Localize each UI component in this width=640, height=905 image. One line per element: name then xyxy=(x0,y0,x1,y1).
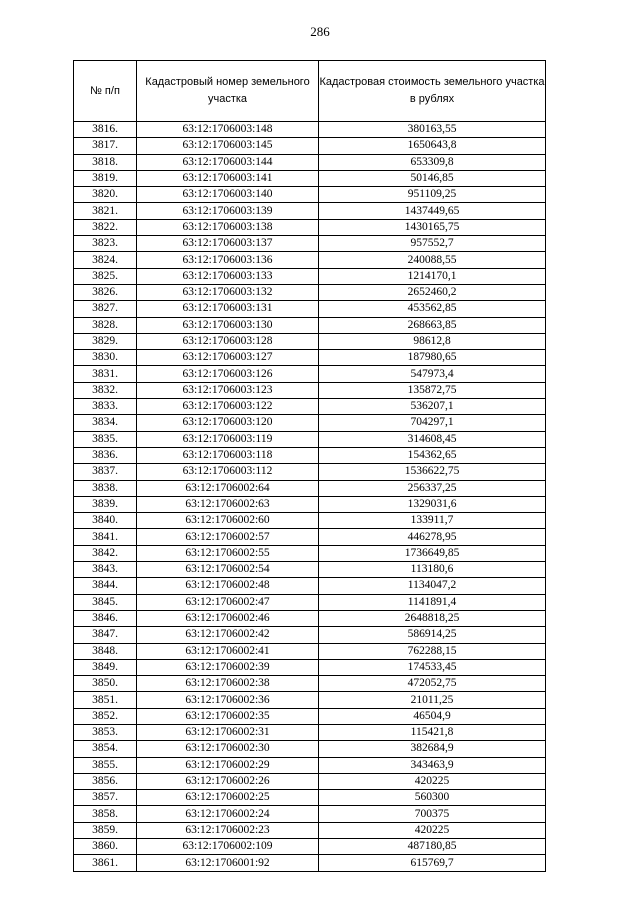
cell-num: 3861. xyxy=(74,855,137,871)
cell-num: 3837. xyxy=(74,464,137,480)
cell-num: 3829. xyxy=(74,333,137,349)
table-row xyxy=(74,773,546,789)
cell-num: 3826. xyxy=(74,284,137,300)
table-row xyxy=(74,138,546,154)
cell-cadastral-number: 63:12:1706003:130 xyxy=(137,317,319,333)
cell-num: 3846. xyxy=(74,610,137,626)
table-row xyxy=(74,757,546,773)
cell-cadastral-value: 135872,75 xyxy=(319,382,546,398)
table-row xyxy=(74,855,546,871)
table-row xyxy=(74,610,546,626)
cell-num: 3817. xyxy=(74,138,137,154)
cell-cadastral-value: 1214170,1 xyxy=(319,268,546,284)
table-header xyxy=(74,61,546,122)
cell-cadastral-value: 951109,25 xyxy=(319,187,546,203)
table-row xyxy=(74,350,546,366)
cell-cadastral-number: 63:12:1706002:42 xyxy=(137,627,319,643)
table-row xyxy=(74,545,546,561)
header-row xyxy=(74,61,546,122)
cell-cadastral-number: 63:12:1706003:126 xyxy=(137,366,319,382)
cell-cadastral-number: 63:12:1706003:136 xyxy=(137,252,319,268)
cell-cadastral-number: 63:12:1706002:25 xyxy=(137,790,319,806)
cell-cadastral-number: 63:12:1706003:137 xyxy=(137,236,319,252)
cell-cadastral-value: 256337,25 xyxy=(319,480,546,496)
header-value xyxy=(319,61,546,122)
cell-cadastral-number: 63:12:1706002:64 xyxy=(137,480,319,496)
cell-cadastral-number: 63:12:1706002:24 xyxy=(137,806,319,822)
cell-num: 3824. xyxy=(74,252,137,268)
cell-cadastral-value: 115421,8 xyxy=(319,724,546,740)
cell-cadastral-value: 50146,85 xyxy=(319,170,546,186)
table-row xyxy=(74,692,546,708)
cell-cadastral-value: 1736649,85 xyxy=(319,545,546,561)
table-row xyxy=(74,219,546,235)
cell-num: 3853. xyxy=(74,724,137,740)
cell-cadastral-value: 133911,7 xyxy=(319,513,546,529)
cell-cadastral-value: 1329031,6 xyxy=(319,496,546,512)
table-row xyxy=(74,724,546,740)
cell-cadastral-value: 1536622,75 xyxy=(319,464,546,480)
cell-cadastral-number: 63:12:1706002:29 xyxy=(137,757,319,773)
cell-num: 3831. xyxy=(74,366,137,382)
table-row xyxy=(74,301,546,317)
cell-num: 3834. xyxy=(74,415,137,431)
cell-cadastral-value: 446278,95 xyxy=(319,529,546,545)
cell-cadastral-value: 1650643,8 xyxy=(319,138,546,154)
cell-cadastral-number: 63:12:1706002:35 xyxy=(137,708,319,724)
table-row xyxy=(74,268,546,284)
table-row xyxy=(74,333,546,349)
table-row xyxy=(74,594,546,610)
cadastral-value-table xyxy=(73,60,546,872)
cell-cadastral-number: 63:12:1706002:63 xyxy=(137,496,319,512)
cell-num: 3854. xyxy=(74,741,137,757)
cell-num: 3825. xyxy=(74,268,137,284)
cell-num: 3852. xyxy=(74,708,137,724)
cell-num: 3835. xyxy=(74,431,137,447)
table-row xyxy=(74,366,546,382)
table-row xyxy=(74,170,546,186)
cell-cadastral-value: 2652460,2 xyxy=(319,284,546,300)
cell-num: 3857. xyxy=(74,790,137,806)
table-row xyxy=(74,284,546,300)
cell-num: 3847. xyxy=(74,627,137,643)
header-value-label: Кадастровая стоимость земельного участка в рублях xyxy=(319,76,545,105)
cell-num: 3844. xyxy=(74,578,137,594)
cell-cadastral-number: 63:12:1706003:119 xyxy=(137,431,319,447)
cell-cadastral-value: 704297,1 xyxy=(319,415,546,431)
cell-num: 3850. xyxy=(74,676,137,692)
table-row xyxy=(74,496,546,512)
table-row xyxy=(74,464,546,480)
table-row xyxy=(74,236,546,252)
cell-cadastral-number: 63:12:1706003:144 xyxy=(137,154,319,170)
cell-cadastral-value: 98612,8 xyxy=(319,333,546,349)
cell-num: 3858. xyxy=(74,806,137,822)
header-num-label: № п/п xyxy=(90,84,120,97)
cell-cadastral-value: 957552,7 xyxy=(319,236,546,252)
cell-cadastral-number: 63:12:1706002:109 xyxy=(137,839,319,855)
table-row xyxy=(74,513,546,529)
table-row xyxy=(74,643,546,659)
cell-num: 3838. xyxy=(74,480,137,496)
cell-cadastral-number: 63:12:1706003:133 xyxy=(137,268,319,284)
cell-num: 3860. xyxy=(74,839,137,855)
cell-num: 3819. xyxy=(74,170,137,186)
cell-cadastral-value: 762288,15 xyxy=(319,643,546,659)
table-row xyxy=(74,154,546,170)
table-body xyxy=(74,122,546,872)
cell-num: 3842. xyxy=(74,545,137,561)
cell-cadastral-number: 63:12:1706003:112 xyxy=(137,464,319,480)
table-row xyxy=(74,431,546,447)
cell-num: 3827. xyxy=(74,301,137,317)
cell-cadastral-number: 63:12:1706002:47 xyxy=(137,594,319,610)
cell-num: 3859. xyxy=(74,822,137,838)
table-row xyxy=(74,447,546,463)
cell-cadastral-number: 63:12:1706003:123 xyxy=(137,382,319,398)
cell-cadastral-value: 113180,6 xyxy=(319,562,546,578)
cell-cadastral-value: 700375 xyxy=(319,806,546,822)
cell-cadastral-value: 174533,45 xyxy=(319,659,546,675)
cell-num: 3841. xyxy=(74,529,137,545)
cell-cadastral-number: 63:12:1706003:120 xyxy=(137,415,319,431)
table-row xyxy=(74,741,546,757)
cell-cadastral-value: 21011,25 xyxy=(319,692,546,708)
cell-cadastral-number: 63:12:1706003:122 xyxy=(137,399,319,415)
cell-cadastral-number: 63:12:1706002:26 xyxy=(137,773,319,789)
cell-cadastral-number: 63:12:1706003:128 xyxy=(137,333,319,349)
table-row xyxy=(74,659,546,675)
cell-cadastral-number: 63:12:1706002:46 xyxy=(137,610,319,626)
cell-cadastral-value: 1134047,2 xyxy=(319,578,546,594)
cell-num: 3832. xyxy=(74,382,137,398)
table-row xyxy=(74,252,546,268)
cell-num: 3828. xyxy=(74,317,137,333)
table-row xyxy=(74,203,546,219)
cell-cadastral-value: 615769,7 xyxy=(319,855,546,871)
header-cadastral-label: Кадастровый номер земельного участка xyxy=(145,76,310,105)
table-row xyxy=(74,317,546,333)
cell-cadastral-value: 536207,1 xyxy=(319,399,546,415)
cell-num: 3833. xyxy=(74,399,137,415)
cell-cadastral-value: 487180,85 xyxy=(319,839,546,855)
cell-cadastral-value: 382684,9 xyxy=(319,741,546,757)
table-row xyxy=(74,529,546,545)
cell-num: 3821. xyxy=(74,203,137,219)
cell-cadastral-number: 63:12:1706002:54 xyxy=(137,562,319,578)
cell-cadastral-number: 63:12:1706002:55 xyxy=(137,545,319,561)
cell-cadastral-number: 63:12:1706002:36 xyxy=(137,692,319,708)
table-row xyxy=(74,822,546,838)
cell-cadastral-value: 472052,75 xyxy=(319,676,546,692)
cell-cadastral-value: 420225 xyxy=(319,773,546,789)
cell-cadastral-number: 63:12:1706002:30 xyxy=(137,741,319,757)
cell-cadastral-value: 1437449,65 xyxy=(319,203,546,219)
table-row xyxy=(74,676,546,692)
table-row xyxy=(74,790,546,806)
cell-cadastral-number: 63:12:1706001:92 xyxy=(137,855,319,871)
cell-cadastral-number: 63:12:1706002:23 xyxy=(137,822,319,838)
table-row xyxy=(74,839,546,855)
cell-num: 3822. xyxy=(74,219,137,235)
cell-num: 3849. xyxy=(74,659,137,675)
table-row xyxy=(74,382,546,398)
table-row xyxy=(74,399,546,415)
cell-cadastral-number: 63:12:1706002:48 xyxy=(137,578,319,594)
cell-cadastral-value: 1430165,75 xyxy=(319,219,546,235)
cell-cadastral-value: 46504,9 xyxy=(319,708,546,724)
cell-num: 3843. xyxy=(74,562,137,578)
table-row xyxy=(74,562,546,578)
cell-cadastral-number: 63:12:1706003:127 xyxy=(137,350,319,366)
cell-cadastral-number: 63:12:1706003:139 xyxy=(137,203,319,219)
cell-cadastral-value: 560300 xyxy=(319,790,546,806)
table-row xyxy=(74,480,546,496)
cell-num: 3840. xyxy=(74,513,137,529)
cell-cadastral-number: 63:12:1706003:141 xyxy=(137,170,319,186)
table-row xyxy=(74,806,546,822)
page-number: 286 xyxy=(310,24,330,39)
cell-cadastral-value: 154362,65 xyxy=(319,447,546,463)
cell-cadastral-value: 653309,8 xyxy=(319,154,546,170)
cell-cadastral-number: 63:12:1706003:145 xyxy=(137,138,319,154)
table-row xyxy=(74,627,546,643)
cell-cadastral-value: 420225 xyxy=(319,822,546,838)
header-num xyxy=(74,61,137,122)
cell-cadastral-value: 240088,55 xyxy=(319,252,546,268)
cell-cadastral-value: 586914,25 xyxy=(319,627,546,643)
cell-cadastral-value: 187980,65 xyxy=(319,350,546,366)
cell-num: 3855. xyxy=(74,757,137,773)
cell-cadastral-number: 63:12:1706002:57 xyxy=(137,529,319,545)
cell-cadastral-number: 63:12:1706003:131 xyxy=(137,301,319,317)
cell-num: 3851. xyxy=(74,692,137,708)
cell-cadastral-number: 63:12:1706002:38 xyxy=(137,676,319,692)
table-row xyxy=(74,578,546,594)
cell-cadastral-number: 63:12:1706002:41 xyxy=(137,643,319,659)
cell-cadastral-value: 314608,45 xyxy=(319,431,546,447)
cell-cadastral-value: 547973,4 xyxy=(319,366,546,382)
cell-num: 3836. xyxy=(74,447,137,463)
cell-cadastral-value: 380163,55 xyxy=(319,122,546,138)
cell-cadastral-number: 63:12:1706003:118 xyxy=(137,447,319,463)
cell-cadastral-value: 2648818,25 xyxy=(319,610,546,626)
table-row xyxy=(74,708,546,724)
cell-cadastral-number: 63:12:1706003:138 xyxy=(137,219,319,235)
cell-num: 3830. xyxy=(74,350,137,366)
cell-num: 3845. xyxy=(74,594,137,610)
cell-cadastral-number: 63:12:1706002:31 xyxy=(137,724,319,740)
cell-num: 3856. xyxy=(74,773,137,789)
table-row xyxy=(74,122,546,138)
cell-cadastral-number: 63:12:1706002:39 xyxy=(137,659,319,675)
cell-cadastral-value: 1141891,4 xyxy=(319,594,546,610)
cell-cadastral-value: 343463,9 xyxy=(319,757,546,773)
cell-cadastral-number: 63:12:1706003:132 xyxy=(137,284,319,300)
table-row xyxy=(74,187,546,203)
cell-num: 3839. xyxy=(74,496,137,512)
cell-cadastral-number: 63:12:1706003:140 xyxy=(137,187,319,203)
table-row xyxy=(74,415,546,431)
header-cadastral xyxy=(137,61,319,122)
cell-num: 3820. xyxy=(74,187,137,203)
cell-num: 3818. xyxy=(74,154,137,170)
cell-cadastral-value: 453562,85 xyxy=(319,301,546,317)
cell-num: 3816. xyxy=(74,122,137,138)
cell-cadastral-number: 63:12:1706003:148 xyxy=(137,122,319,138)
cell-cadastral-number: 63:12:1706002:60 xyxy=(137,513,319,529)
cell-num: 3848. xyxy=(74,643,137,659)
cell-cadastral-value: 268663,85 xyxy=(319,317,546,333)
cell-num: 3823. xyxy=(74,236,137,252)
